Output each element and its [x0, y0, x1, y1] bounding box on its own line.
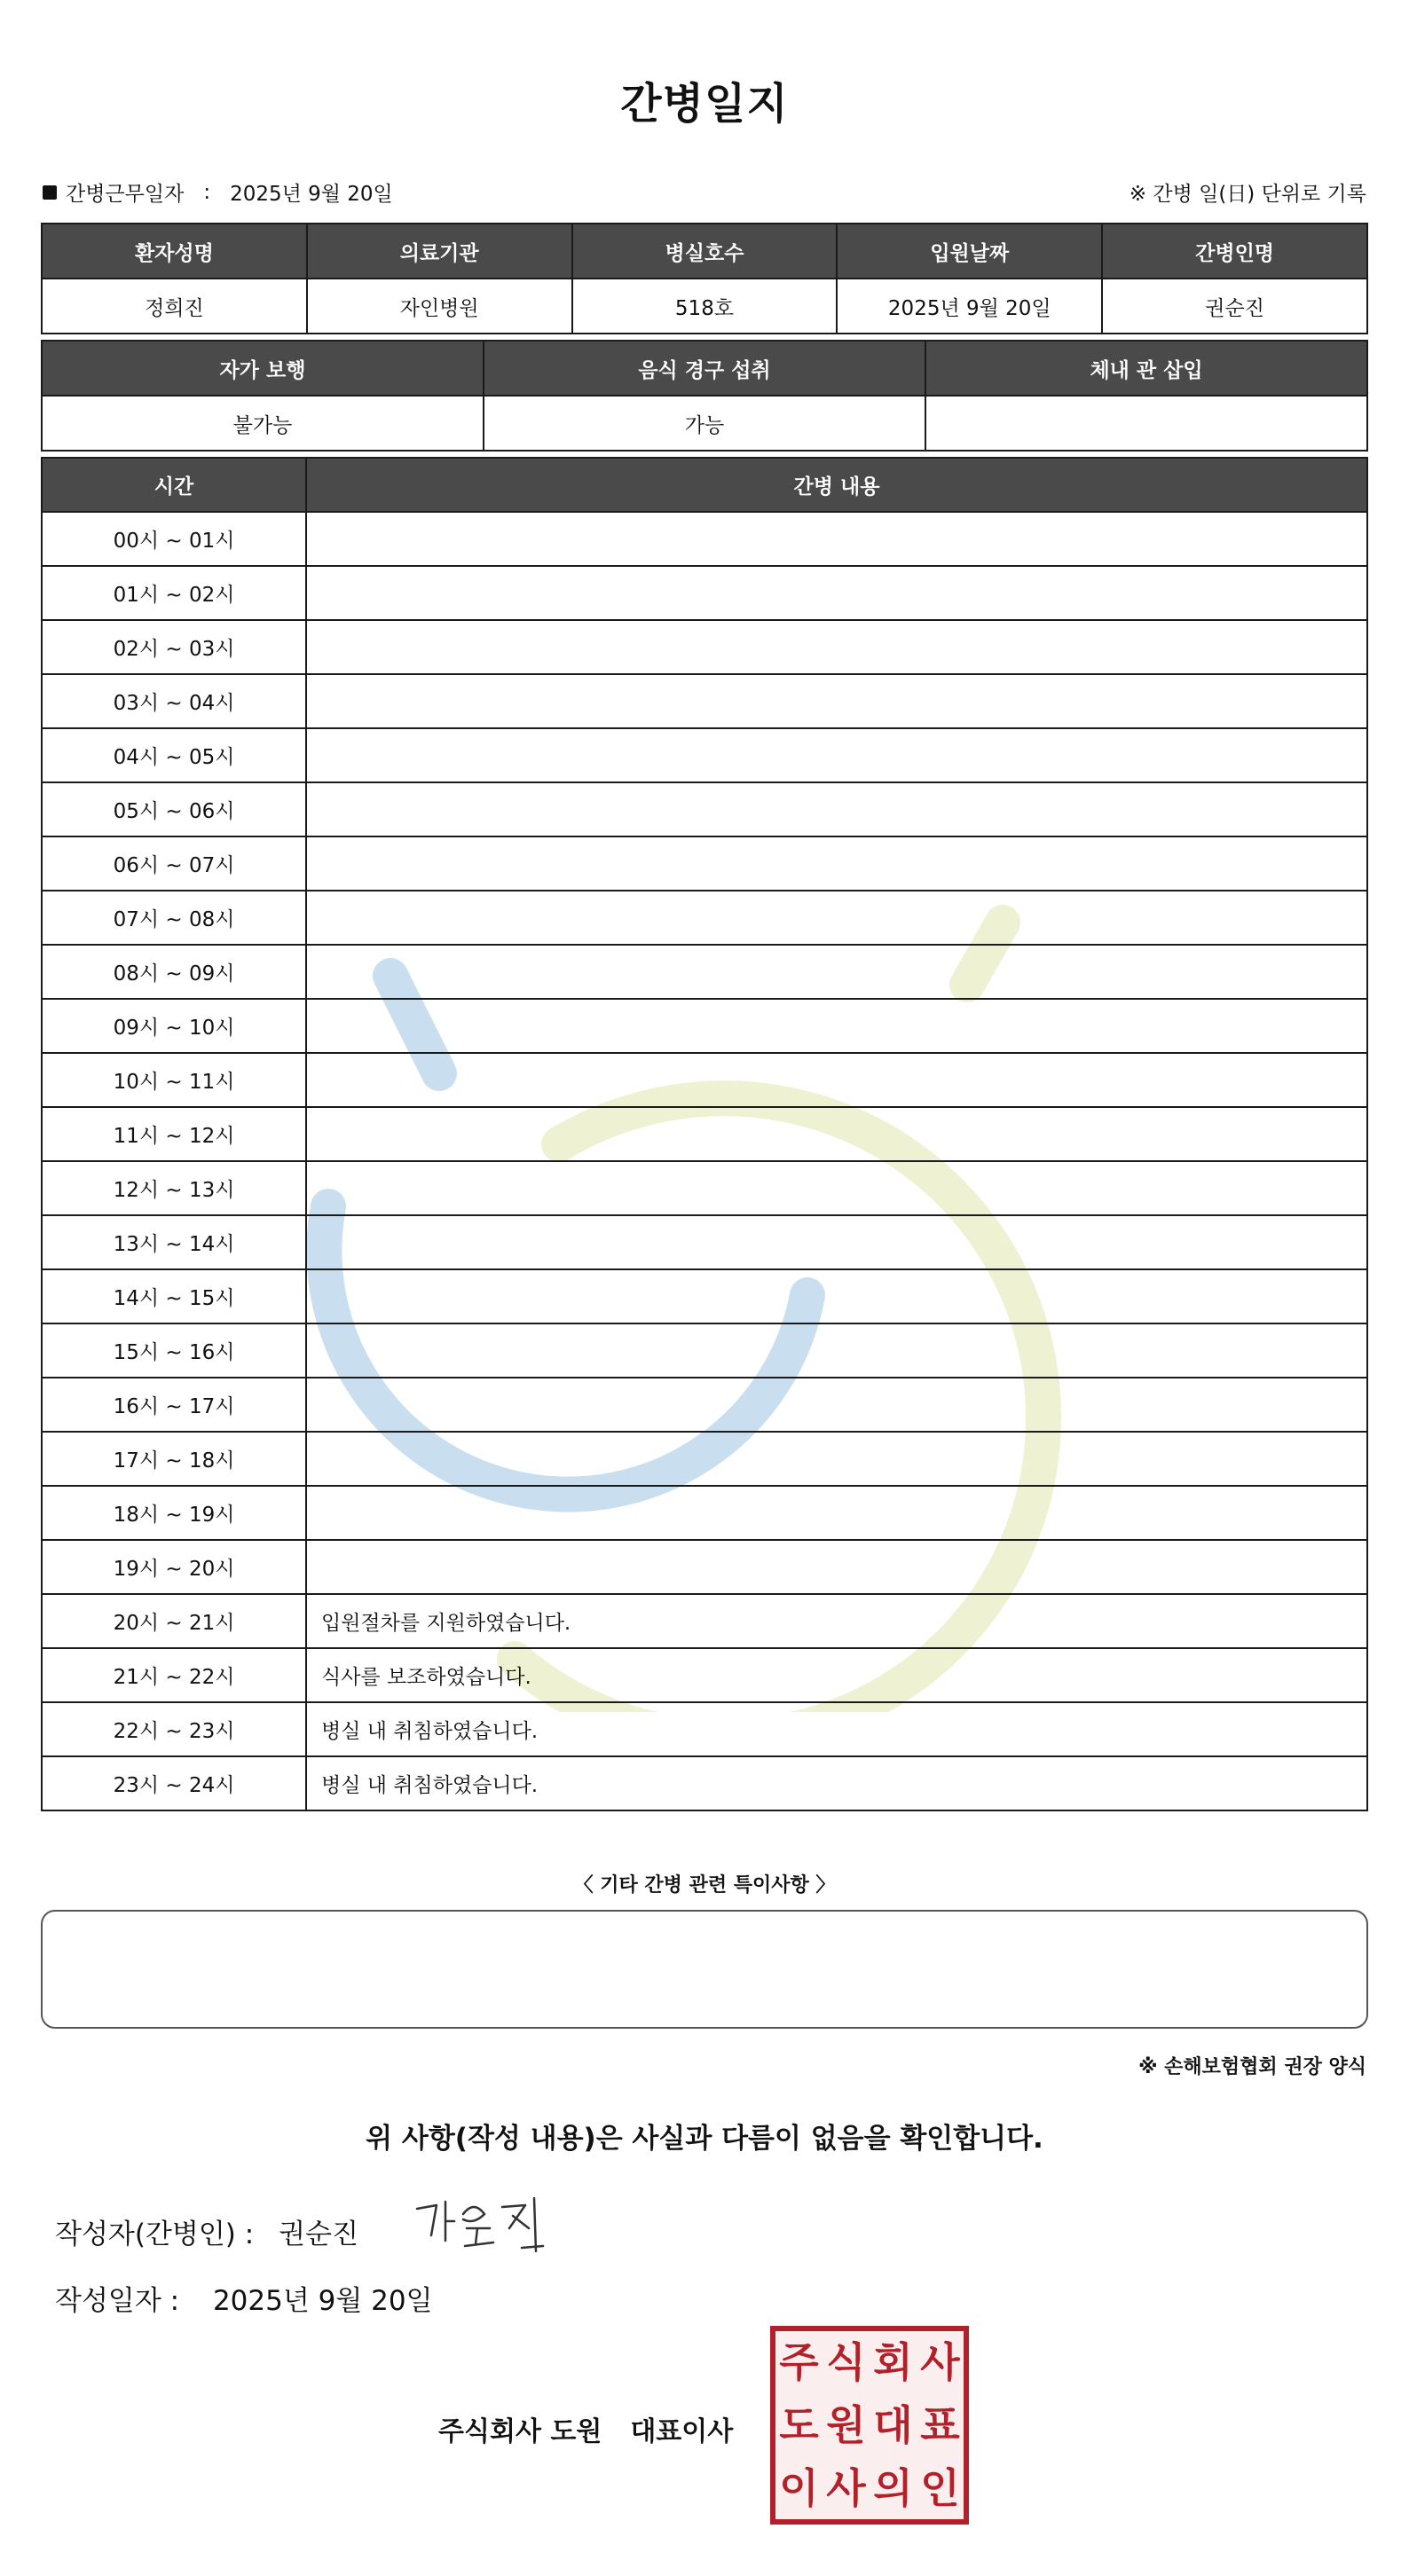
log-time-cell: 04시 ~ 05시	[42, 728, 306, 782]
log-time-cell: 21시 ~ 22시	[42, 1648, 306, 1702]
log-time-cell: 01시 ~ 02시	[42, 566, 306, 620]
form-source-note: ※ 손해보험협회 권장 양식	[1138, 2056, 1366, 2078]
seal-char: 회	[873, 2338, 913, 2387]
log-row	[42, 782, 1367, 836]
info-header: 환자성명	[42, 224, 307, 279]
log-content-cell: 병실 내 취침하였습니다.	[306, 1756, 1367, 1810]
log-row	[42, 1702, 1367, 1756]
patient-info-table	[41, 223, 1368, 334]
log-time-cell: 07시 ~ 08시	[42, 891, 306, 945]
handwritten-signature	[410, 2189, 561, 2260]
log-content-cell	[306, 891, 1367, 945]
seal-char: 식	[826, 2338, 866, 2387]
log-row	[42, 1269, 1367, 1323]
seal-char: 인	[920, 2463, 960, 2512]
log-row	[42, 1161, 1367, 1215]
confirmation-statement: 위 사항(작성 내용)은 사실과 다름이 없음을 확인합니다.	[366, 2123, 1043, 2155]
log-content-cell	[306, 1323, 1367, 1378]
log-content-cell	[306, 512, 1367, 566]
log-time-cell: 05시 ~ 06시	[42, 782, 306, 836]
seal-char: 대	[873, 2400, 913, 2449]
log-row	[42, 1648, 1367, 1702]
content-header: 간병 내용	[306, 458, 1367, 512]
log-time-cell: 17시 ~ 18시	[42, 1432, 306, 1486]
log-content-cell	[306, 1269, 1367, 1323]
log-content-cell: 식사를 보조하였습니다.	[306, 1648, 1367, 1702]
log-time-cell: 14시 ~ 15시	[42, 1269, 306, 1323]
log-content-cell	[306, 782, 1367, 836]
log-time-cell: 20시 ~ 21시	[42, 1594, 306, 1648]
care-log-body	[42, 512, 1367, 1810]
log-content-cell	[306, 836, 1367, 891]
log-time-cell: 02시 ~ 03시	[42, 620, 306, 674]
log-row	[42, 728, 1367, 782]
patient-status-table	[41, 340, 1368, 452]
log-time-cell: 06시 ~ 07시	[42, 836, 306, 891]
info-header: 병실호수	[572, 224, 838, 279]
log-time-cell: 10시 ~ 11시	[42, 1053, 306, 1107]
work-date-row	[43, 177, 393, 207]
log-row	[42, 620, 1367, 674]
log-row	[42, 1107, 1367, 1161]
log-content-cell	[306, 945, 1367, 999]
info-header: 간병인명	[1102, 224, 1367, 279]
log-content-cell	[306, 1107, 1367, 1161]
record-unit-note: ※ 간병 일(日) 단위로 기록	[1129, 183, 1366, 206]
status-header: 체내 관 삽입	[925, 341, 1367, 396]
log-time-cell: 12시 ~ 13시	[42, 1161, 306, 1215]
log-content-cell	[306, 999, 1367, 1053]
log-content-cell	[306, 728, 1367, 782]
log-content-cell	[306, 1378, 1367, 1432]
log-row	[42, 1756, 1367, 1810]
status-header: 음식 경구 섭취	[484, 341, 925, 396]
log-time-cell: 15시 ~ 16시	[42, 1323, 306, 1378]
info-header: 의료기관	[307, 224, 572, 279]
notes-heading: 〈 기타 간병 관련 특이사항 〉	[573, 1874, 836, 1897]
log-row	[42, 1215, 1367, 1269]
log-row	[42, 945, 1367, 999]
log-row	[42, 674, 1367, 728]
seal-char: 사	[920, 2338, 960, 2387]
company-seal-stamp	[770, 2326, 969, 2525]
work-date-value: 2025년 9월 20일	[230, 183, 393, 206]
seal-char: 의	[873, 2463, 913, 2512]
writer-label: 작성자(간병인) :	[55, 2219, 255, 2250]
company-role: 대표이사	[630, 2416, 734, 2447]
special-notes-box	[41, 1910, 1368, 2029]
log-time-cell: 23시 ~ 24시	[42, 1756, 306, 1810]
work-date-label: 간병근무일자	[66, 183, 185, 206]
log-content-cell	[306, 1053, 1367, 1107]
log-row	[42, 1323, 1367, 1378]
log-row	[42, 1378, 1367, 1432]
log-time-cell: 03시 ~ 04시	[42, 674, 306, 728]
log-row	[42, 1594, 1367, 1648]
log-time-cell: 09시 ~ 10시	[42, 999, 306, 1053]
info-header: 입원날짜	[837, 224, 1102, 279]
care-log-table	[41, 457, 1368, 1811]
writer-row	[55, 2211, 358, 2251]
work-date-colon: :	[203, 180, 211, 204]
log-content-cell	[306, 1215, 1367, 1269]
log-time-cell: 16시 ~ 17시	[42, 1378, 306, 1432]
log-row	[42, 836, 1367, 891]
log-row	[42, 1540, 1367, 1594]
log-content-cell	[306, 1432, 1367, 1486]
company-name: 주식회사 도원	[438, 2416, 602, 2447]
log-content-cell	[306, 1486, 1367, 1540]
written-date-row	[55, 2278, 433, 2318]
log-row	[42, 891, 1367, 945]
walking-status-cell: 불가능	[42, 396, 484, 451]
hospital-cell: 자인병원	[307, 279, 572, 334]
written-date-label: 작성일자 :	[55, 2285, 180, 2317]
seal-char: 표	[920, 2400, 960, 2449]
log-content-cell	[306, 674, 1367, 728]
seal-char: 사	[826, 2463, 866, 2512]
seal-char: 도	[779, 2400, 819, 2449]
written-date-value: 2025년 9월 20일	[212, 2285, 433, 2317]
log-content-cell	[306, 1161, 1367, 1215]
log-time-cell: 22시 ~ 23시	[42, 1702, 306, 1756]
log-time-cell: 13시 ~ 14시	[42, 1215, 306, 1269]
page-title: 간병일지	[620, 79, 789, 129]
log-content-cell: 입원절차를 지원하였습니다.	[306, 1594, 1367, 1648]
time-header: 시간	[42, 458, 306, 512]
seal-char: 이	[779, 2463, 819, 2512]
log-row	[42, 999, 1367, 1053]
log-time-cell: 19시 ~ 20시	[42, 1540, 306, 1594]
seal-char: 주	[779, 2338, 819, 2387]
log-row	[42, 1486, 1367, 1540]
seal-char: 원	[826, 2400, 866, 2449]
log-row	[42, 1053, 1367, 1107]
bullet-square-icon	[43, 185, 57, 200]
log-time-cell: 00시 ~ 01시	[42, 512, 306, 566]
log-content-cell: 병실 내 취침하였습니다.	[306, 1702, 1367, 1756]
caregiver-name-cell: 권순진	[1102, 279, 1367, 334]
log-time-cell: 11시 ~ 12시	[42, 1107, 306, 1161]
log-content-cell	[306, 620, 1367, 674]
log-content-cell	[306, 566, 1367, 620]
log-time-cell: 08시 ~ 09시	[42, 945, 306, 999]
room-number-cell: 518호	[572, 279, 838, 334]
writer-name: 권순진	[279, 2219, 359, 2250]
log-row	[42, 512, 1367, 566]
log-row	[42, 566, 1367, 620]
admission-date-cell: 2025년 9월 20일	[837, 279, 1102, 334]
status-header: 자가 보행	[42, 341, 484, 396]
oral-intake-cell: 가능	[484, 396, 925, 451]
tube-insertion-cell	[925, 396, 1367, 451]
log-time-cell: 18시 ~ 19시	[42, 1486, 306, 1540]
company-signoff	[438, 2409, 733, 2448]
patient-name-cell: 정희진	[42, 279, 307, 334]
log-row	[42, 1432, 1367, 1486]
log-content-cell	[306, 1540, 1367, 1594]
